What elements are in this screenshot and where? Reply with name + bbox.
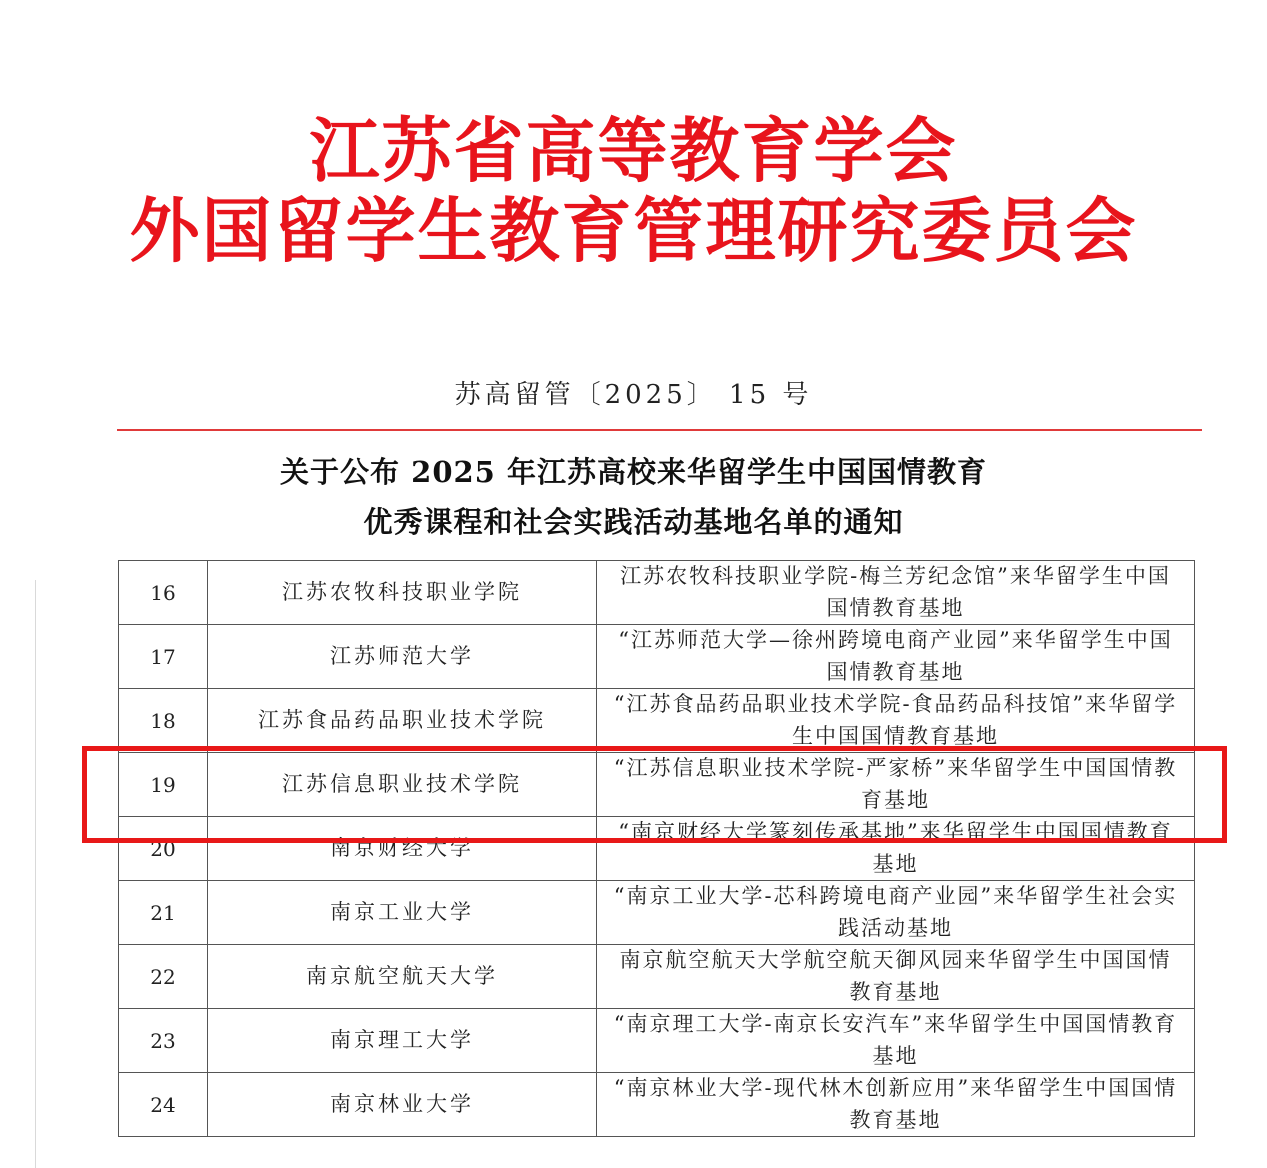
row-number: 16 <box>119 561 208 625</box>
table-row <box>119 689 1195 753</box>
base-name-text: 江苏农牧科技职业学院-梅兰芳纪念馆”来华留学生中国国情教育基地 <box>620 564 1171 620</box>
notice-title-line1: 关于公布 2025 年江苏高校来华留学生中国国情教育 <box>280 455 987 489</box>
row-number: 21 <box>119 881 208 945</box>
base-name-text: “南京林业大学-现代林木创新应用”来华留学生中国国情教育基地 <box>613 1076 1178 1132</box>
table-row <box>119 1073 1195 1137</box>
school-name: 南京工业大学 <box>208 881 597 945</box>
document-number: 苏高留管〔2025〕 15 号 <box>454 380 813 410</box>
table-row <box>119 1009 1195 1073</box>
school-name: 南京航空航天大学 <box>208 945 597 1009</box>
base-name-text: “江苏食品药品职业技术学院-食品药品科技馆”来华留学生中国国情教育基地 <box>613 692 1178 748</box>
school-name: 江苏食品药品职业技术学院 <box>208 689 597 753</box>
row-number: 17 <box>119 625 208 689</box>
notice-title-line2: 优秀课程和社会实践活动基地名单的通知 <box>363 505 904 539</box>
base-name <box>597 1009 1195 1073</box>
base-name-text: “江苏师范大学—徐州跨境电商产业园”来华留学生中国国情教育基地 <box>618 628 1173 684</box>
row-number: 19 <box>119 753 208 817</box>
base-name <box>597 945 1195 1009</box>
highlight-box <box>82 746 1227 843</box>
base-name <box>597 1073 1195 1137</box>
base-name-text: “南京理工大学-南京长安汽车”来华留学生中国国情教育基地 <box>613 1012 1178 1068</box>
table-row <box>119 561 1195 625</box>
school-name: 江苏信息职业技术学院 <box>208 753 597 817</box>
table-row <box>119 945 1195 1009</box>
base-name <box>597 625 1195 689</box>
base-list-table <box>118 560 1195 1137</box>
red-divider <box>117 429 1202 431</box>
base-name-text: “南京工业大学-芯科跨境电商产业园”来华留学生社会实践活动基地 <box>613 884 1178 940</box>
org-title-line1: 江苏省高等教育学会 <box>309 109 958 192</box>
row-number: 22 <box>119 945 208 1009</box>
table-row <box>119 881 1195 945</box>
base-name-text: 南京航空航天大学航空航天御风园来华留学生中国国情教育基地 <box>619 948 1172 1004</box>
page-edge <box>35 580 36 1168</box>
school-name: 南京理工大学 <box>208 1009 597 1073</box>
base-name <box>597 881 1195 945</box>
school-name: 南京财经大学 <box>208 817 597 881</box>
row-number: 20 <box>119 817 208 881</box>
base-name <box>597 561 1195 625</box>
base-name-text: “南京财经大学篆刻传承基地”来华留学生中国国情教育基地 <box>618 820 1173 876</box>
school-name: 江苏农牧科技职业学院 <box>208 561 597 625</box>
table-crop <box>0 564 1267 1168</box>
table-row <box>119 625 1195 689</box>
org-title-line2: 外国留学生教育管理研究委员会 <box>129 189 1138 272</box>
row-number: 24 <box>119 1073 208 1137</box>
row-number: 18 <box>119 689 208 753</box>
row-number: 23 <box>119 1009 208 1073</box>
base-name <box>597 689 1195 753</box>
school-name: 南京林业大学 <box>208 1073 597 1137</box>
school-name: 江苏师范大学 <box>208 625 597 689</box>
base-name-text: “江苏信息职业技术学院-严家桥”来华留学生中国国情教育基地 <box>613 756 1178 812</box>
